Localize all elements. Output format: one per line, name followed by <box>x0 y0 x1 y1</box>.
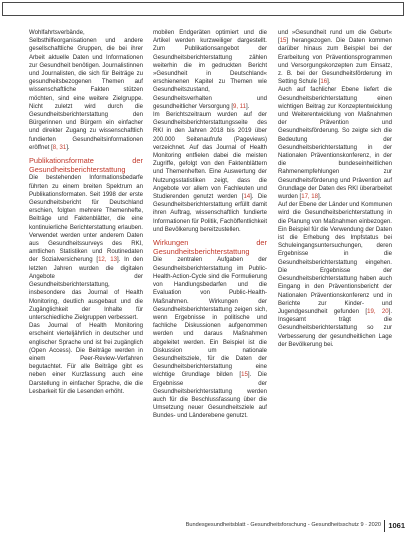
journal-citation: Bundesgesundheitsblatt - Gesundheitsforschung - Gesundheitsschutz 9 · 2020 <box>185 522 381 528</box>
text-column-2 <box>153 29 267 421</box>
citation-link[interactable]: 15 <box>279 38 287 45</box>
section-heading: Publikationsformate der Gesundheitsberichterstattung <box>29 156 143 175</box>
text-column-3 <box>278 29 392 349</box>
citation-link[interactable]: 8, 31 <box>52 144 67 151</box>
header-bar <box>2 2 404 16</box>
paragraph: Im Berichtszeitraum wurden auf der Gesundheitsberichterstattungsseite des RKI in den Jahren 2018 bis 2019 über 200.000 Seitenaufrufe (Pageviews) verzeichnet. Auf das Journal of Health Monitoring entfielen dabei die meisten Zugriffe, gefolgt von den Faktenblättern und Themenheften. Eine Auswertung der Nutzungsstatistiken zeigt, dass die Angebote vor allem von Fachleuten und Studierenden genutzt werden [14]. Die Gesundheitsberichterstattung erfüllt damit ihren Auftrag, wissenschaftlich fundierte Informationen für Politik, Fachöffentlichkeit und Bevölkerung bereitzustellen. <box>153 112 267 233</box>
paragraph: Wohlfahrtsverbände, Selbsthilfeorganisationen und andere gesellschaftliche Gruppen, die bei ihrer Arbeit aktuelle Daten und Informationen zur Gesundheit benötigen. Journalistinnen und Journalisten, die sich für Beiträge zu gesundheitsbezogenen Themen auf wissenschaftliche Fakten stützen möchten, sind eine weitere Zielgruppe. Nicht zuletzt wird durch die Gesundheitsberichterstattung den Bürgerinnen und Bürgern ein einfacher und direkter Zugang zu wissenschaftlich fundierten Gesundheitsinformationen eröffnet [8, 31]. <box>29 30 143 151</box>
paragraph: Auch auf fachlicher Ebene liefert die Gesundheitsberichterstattung einen wichtigen Beitrag zur Konzeptentwicklung und Weiterentwicklung von Maßnahmen der Prävention und Gesundheitsförderung. So zeigte sich die Bedeutung der Gesundheitsberichterstattung in der Nationalen Präventionskonferenz, in der die bundeseinheitlichen Rahmenempfehlungen zur Gesundheitsförderung und Prävention auf Grundlage der Daten des RKI überarbeitet wurden [17, 18]. <box>278 87 392 201</box>
paragraph: Das Journal of Health Monitoring erscheint vierteljährlich in deutscher und englischer Sprache und ist frei zugänglich (Open Access). Die Beiträge werden in einem Peer-Review-Verfahren begutachtet. Für alle Beiträge gibt es neben einer Kurzfassung auch eine Darstellung in einfacher Sprache, die die Lesbarkeit für die Lesenden erhöht. <box>29 323 143 395</box>
paragraph: Auf der Ebene der Länder und Kommunen wird die Gesundheitsberichterstattung in die Planung von Maßnahmen einbezogen. Ein Beispiel für die Verwendung der Daten ist die Erhebung des Impfstatus bei Schuleingangsuntersuchungen, deren Ergebnisse in die Gesundheitsberichterstattung eingehen. Die Ergebnisse der Gesundheitsberichterstattung haben auch Eingang in den Präventionsbericht der Nationalen Präventionskonferenz und in Berichte zur Kinder- und Jugendgesundheit gefunden [19, 20]. Insgesamt trägt die Gesundheitsberichterstattung so zur Verbesserung der gesundheitlichen Lage der Bevölkerung bei. <box>278 202 393 348</box>
footer-divider <box>384 520 385 532</box>
paragraph: und »Gesundheit rund um die Geburt« [15] herangezogen. Die Daten kommen darüber hinaus zum Beispiel bei der Erarbeitung von Präventionsprogrammen und Versorgungskonzepten zum Einsatz, z. B. bei der Gesundheitsförderung im Setting Schule [16]. <box>278 30 392 86</box>
citation-link[interactable]: 15 <box>241 372 248 379</box>
citation-link[interactable]: 9, 11 <box>233 103 247 110</box>
citation-link[interactable]: 19, 20 <box>367 308 389 315</box>
citation-link[interactable]: 12, 13 <box>98 257 117 264</box>
paragraph: Die zentralen Aufgaben der Gesundheitsberichterstattung im Public-Health-Action-Cycle sind die Formulierung von Handlungsbedarfen und die Evaluation von Public-Health-Maßnahmen. Wirkungen der Gesundheitsberichterstattung zeigen sich, wenn Ergebnisse in politische und fachliche Diskussionen aufgenommen werden und daraus Maßnahmen abgeleitet werden. Ein Beispiel ist die Diskussion um nationale Gesundheitsziele, für die Daten der Gesundheitsberichterstattung eine wichtige Grundlage bilden [15]. Die Ergebnisse der Gesundheitsberichterstattung werden auch für die Beschlussfassung über die Umsetzung neuer Gesundheitsziele auf Bundes- und Länderebene genutzt. <box>153 257 267 420</box>
paragraph: mobilen Endgeräten optimiert und die Artikel werden kurzweiliger dargestellt. Zum Publikationsangebot der Gesundheitsberichterstattung zählen weiterhin die im gedruckten Bericht »Gesundheit in Deutschland« erschienenen Kapitel zu Themen wie Gesundheitszustand, Gesundheitsverhalten und gesundheitlicher Versorgung [9, 11]. <box>153 30 267 110</box>
citation-link[interactable]: 14 <box>243 194 251 201</box>
page-footer <box>185 520 405 532</box>
citation-link[interactable]: 16 <box>320 79 328 86</box>
section-heading: Wirkungen der Gesundheitsberichterstattung <box>153 238 267 257</box>
paragraph: Die bestehenden Informationsbedarfe führten zu einem breiten Spektrum an Publikationsformaten. Seit 1998 der erste Gesundheitsbericht für Deutschland erschien, folgten mehrere Themenhefte, Beiträge und Faktenblätter, die eine kontinuierliche Berichterstattung erlauben. Verwendet werden unter anderem Daten aus Gesundheitssurveys des RKI, amtlichen Statistiken und Routinedaten der Sozialversicherung [12, 13]. In den letzten Jahren wurden die digitalen Angebote der Gesundheitsberichterstattung, insbesondere das Journal of Health Monitoring, deutlich ausgebaut und die Zugänglichkeit der Inhalte für unterschiedliche Zielgruppen verbessert. <box>29 175 144 321</box>
text-column-1 <box>29 29 143 396</box>
page-number: 1061 <box>388 521 405 530</box>
citation-link[interactable]: 17, 18 <box>301 194 319 201</box>
